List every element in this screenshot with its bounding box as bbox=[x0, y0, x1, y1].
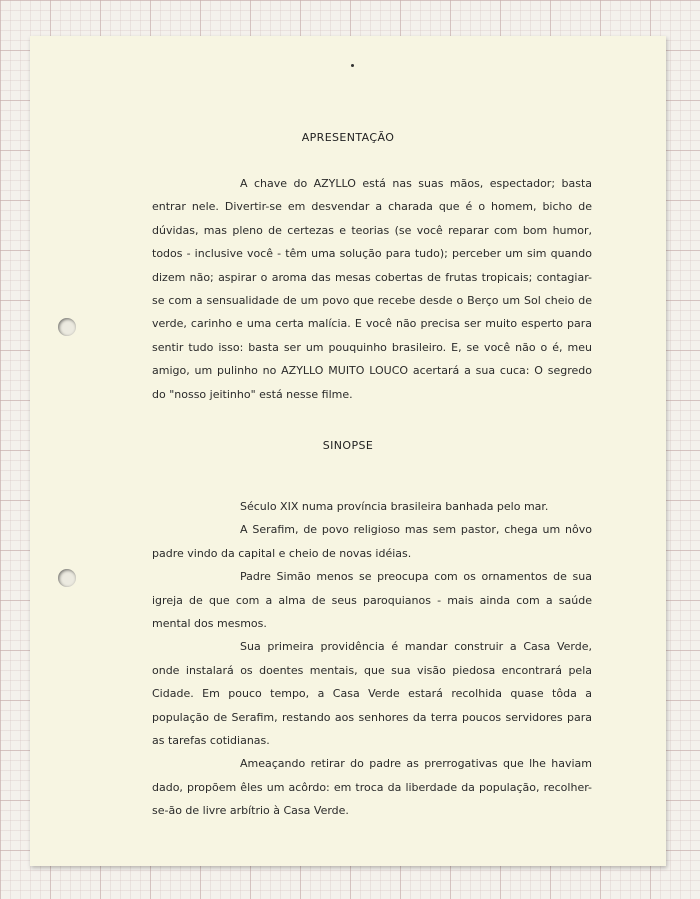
apresentacao-heading: APRESENTAÇÃO bbox=[301, 131, 395, 144]
punch-hole bbox=[58, 318, 76, 336]
sinopse-paragraph: A Serafim, de povo religioso mas sem pastor, chega um nôvo padre vindo da capital e cheio de novas idéias. bbox=[152, 523, 592, 560]
apresentacao-paragraph: A chave do AZYLLO está nas suas mãos, espectador; basta entrar nele. Divertir-se em desvendar a charada que é o homem, bicho de dúvidas, mas pleno de certezas e teorias (se você reparar com bom humor, todos - inclusive você - têm uma solução para tudo); perceber um sim quando dizem não; aspirar o aroma das mesas cobertas de frutas tropicais; contagiar-se com a sensualidade de um povo que recebe desde o Berço um Sol cheio de verde, carinho e uma certa malícia. E você não precisa ser muito esperto para sentir tudo isso: basta ser um pouquinho brasileiro. E, se você não o é, meu amigo, um pulinho no AZYLLO MUITO LOUCO acertará a sua cuca: O segredo do "nosso jeitinho" está nesse filme. bbox=[152, 177, 592, 401]
sinopse-section bbox=[152, 495, 592, 823]
sinopse-paragraph: Século XIX numa província brasileira banhada pelo mar. bbox=[240, 500, 549, 513]
apresentacao-section bbox=[152, 172, 592, 406]
punch-hole bbox=[58, 569, 76, 587]
sinopse-paragraph: Sua primeira providência é mandar construir a Casa Verde, onde instalará os doentes mentais, que sua visão piedosa encontrará pela Cidade. Em pouco tempo, a Casa Verde estará recolhida quase tôda a população de Serafim, restando aos senhores da terra poucos servidores para as tarefas cotidianas. bbox=[152, 640, 592, 748]
sinopse-heading: SINOPSE bbox=[322, 439, 374, 452]
document-page bbox=[30, 36, 666, 866]
sinopse-paragraph: Ameaçando retirar do padre as prerrogativas que lhe haviam dado, propõem êles um acôrdo: em troca da liberdade da população, recolher-se-ão de livre arbítrio à Casa Verde. bbox=[152, 757, 592, 818]
sinopse-paragraph: Padre Simão menos se preocupa com os ornamentos de sua igreja de que com a alma de seus paroquianos - mais ainda com a saúde mental dos mesmos. bbox=[152, 570, 592, 631]
ink-dot bbox=[351, 64, 354, 67]
